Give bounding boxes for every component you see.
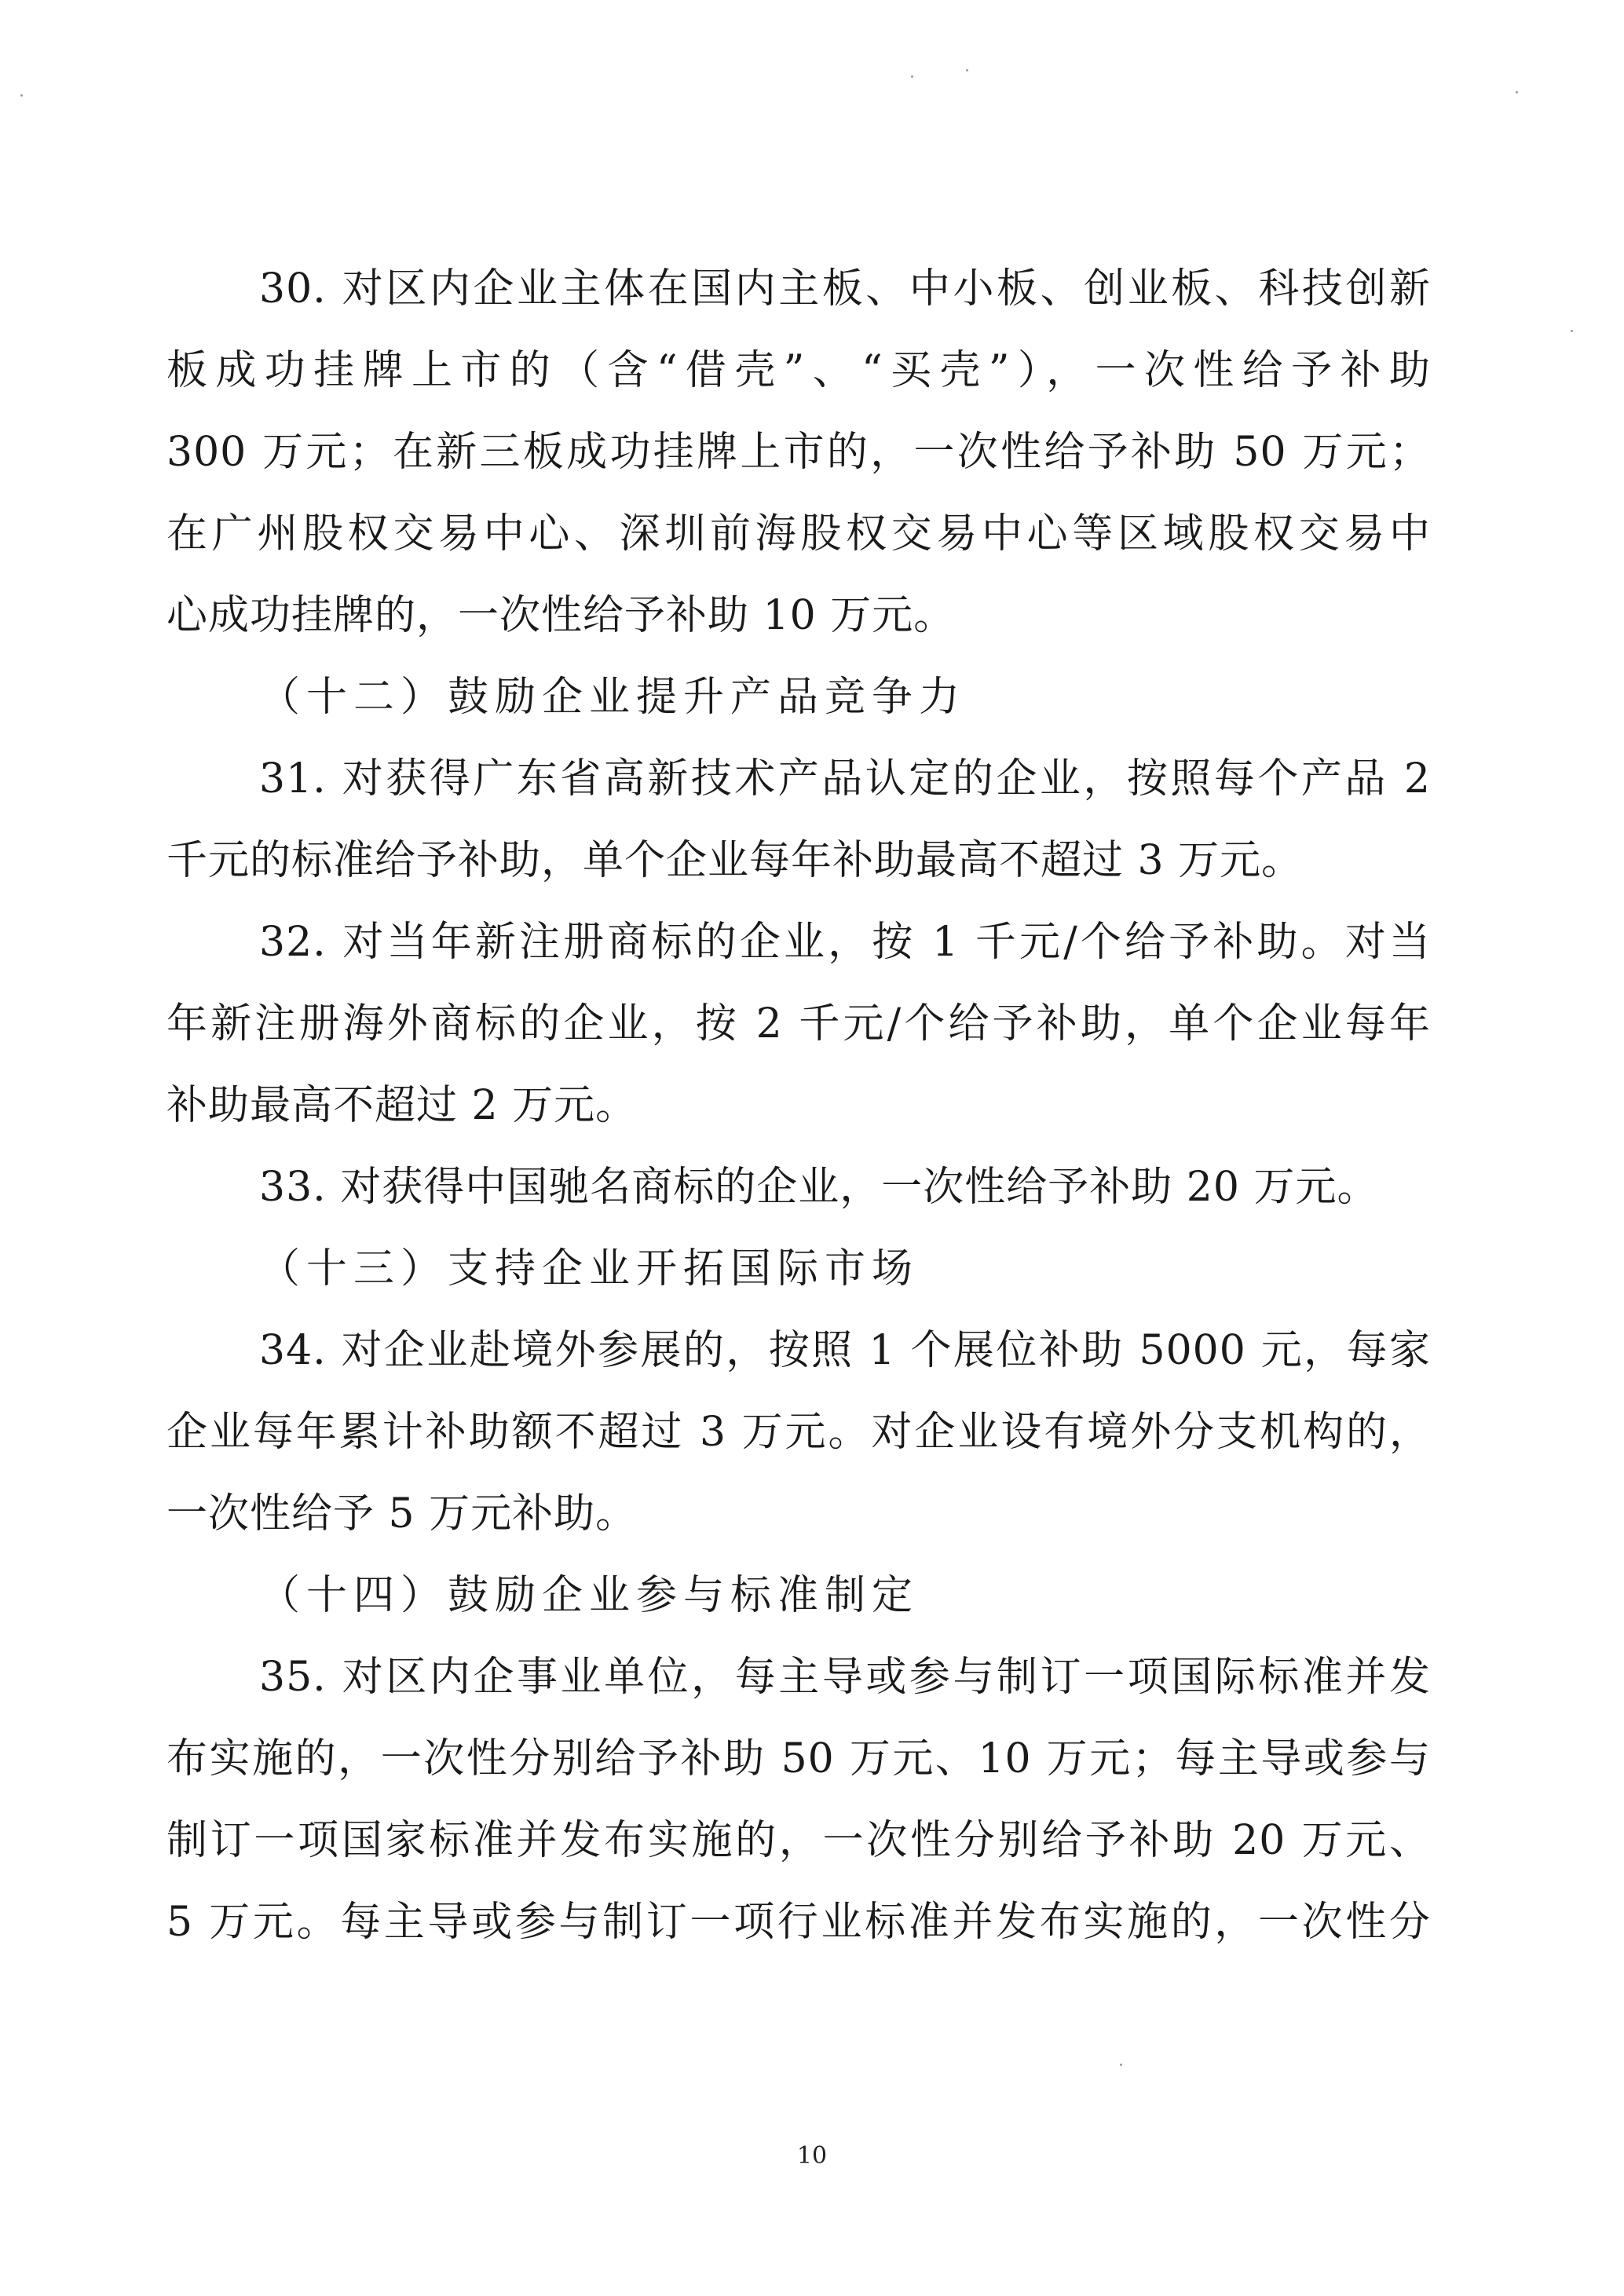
paragraph-35-line-4: 5 万元。每主导或参与制订一项行业标准并发布实施的，一次性分 [166,1899,1431,1946]
scan-speck [1516,91,1518,93]
scan-speck [966,69,968,71]
paragraph-34-line-2: 企业每年累计补助额不超过 3 万元。对企业设有境外分支机构的， [166,1409,1431,1456]
paragraph-32-line-1: 32. 对当年新注册商标的企业，按 1 千元/个给予补助。对当 [259,919,1431,966]
page-number: 10 [796,2142,828,2170]
scan-speck [1571,330,1573,332]
paragraph-30-line-5: 心成功挂牌的，一次性给予补助 10 万元。 [166,592,956,639]
paragraph-31-line-1: 31. 对获得广东省高新技术产品认定的企业，按照每个产品 2 [259,755,1431,803]
paragraph-31-line-2: 千元的标准给予补助，单个企业每年补助最高不超过 3 万元。 [166,837,1304,884]
paragraph-32-line-3: 补助最高不超过 2 万元。 [166,1082,638,1129]
paragraph-35-line-1: 35. 对区内企事业单位，每主导或参与制订一项国际标准并发 [259,1654,1431,1701]
paragraph-34-line-3: 一次性给予 5 万元补助。 [166,1490,638,1537]
paragraph-30-line-1: 30. 对区内企业主体在国内主板、中小板、创业板、科技创新 [259,265,1431,313]
paragraph-33-line-1: 33. 对获得中国驰名商标的企业，一次性给予补助 20 万元。 [259,1164,1379,1211]
paragraph-30-line-2: 板成功挂牌上市的（含“借壳”、“买壳”），一次性给予补助 [166,347,1431,394]
paragraph-32-line-2: 年新注册海外商标的企业，按 2 千元/个给予补助，单个企业每年 [166,1000,1431,1047]
scan-speck [1120,2064,1122,2066]
paragraph-35-line-2: 布实施的，一次性分别给予补助 50 万元、10 万元；每主导或参与 [166,1735,1431,1782]
section-heading-13: （十三）支持企业开拓国际市场 [259,1245,920,1292]
section-heading-12: （十二）鼓励企业提升产品竞争力 [259,674,967,721]
paragraph-30-line-3: 300 万元；在新三板成功挂牌上市的，一次性给予补助 50 万元； [166,429,1431,476]
section-heading-14: （十四）鼓励企业参与标准制定 [259,1572,920,1619]
paragraph-30-line-4: 在广州股权交易中心、深圳前海股权交易中心等区域股权交易中 [166,510,1431,558]
paragraph-35-line-3: 制订一项国家标准并发布实施的，一次性分别给予补助 20 万元、 [166,1817,1431,1864]
paragraph-34-line-1: 34. 对企业赴境外参展的，按照 1 个展位补助 5000 元，每家 [259,1327,1431,1374]
scan-speck [20,94,23,97]
scan-speck [911,75,913,78]
